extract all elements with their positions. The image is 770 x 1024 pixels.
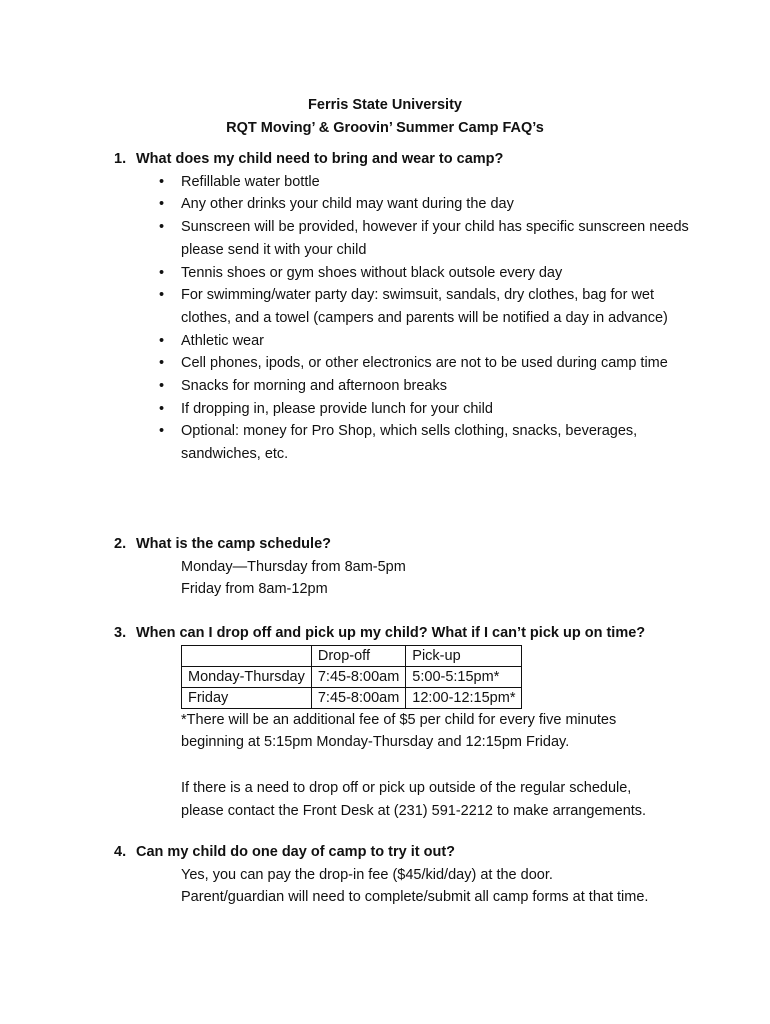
faq-question-1 [114,148,714,466]
question-number: 3. [114,625,127,641]
table-row [182,687,522,708]
question-heading [114,622,714,645]
table-cell: Drop-off [311,645,405,666]
table-row [182,666,522,687]
question-heading [114,148,714,171]
faq-question-2 [114,533,714,601]
table-cell: Pick-up [406,645,522,666]
bullet-icon: • [159,355,165,372]
bullet-icon: • [159,378,165,395]
table-cell: 5:00-5:15pm* [406,666,522,687]
question-heading [114,533,714,556]
late-fee-note-1: *There will be an additional fee of $5 per child for every five minutes [181,711,617,728]
pickup-schedule-table [181,645,522,709]
table-header-row [182,645,522,666]
question-text: What does my child need to bring and wear to camp? [136,151,504,167]
question-text: When can I drop off and pick up my child? What if I can’t pick up on time? [136,625,646,641]
list-item: • Cell phones, ipods, or other electronics are not to be used during camp time [181,352,701,375]
title-university: Ferris State University [308,97,462,113]
bullet-icon: • [159,423,165,440]
question-number: 4. [114,844,127,860]
contact-note-1: If there is a need to drop off or pick up outside of the regular schedule, [181,779,632,796]
bring-list [114,171,701,466]
bullet-icon: • [159,400,165,417]
title-camp-faq: RQT Moving’ & Groovin’ Summer Camp FAQ’s [226,119,544,136]
list-item: • Optional: money for Pro Shop, which sells clothing, snacks, beverages, sandwiches, etc. [181,420,701,465]
table-cell [182,645,312,666]
schedule-weekdays: Monday—Thursday from 8am-5pm [181,558,406,575]
bullet-icon: • [159,287,165,304]
bullet-icon: • [159,332,165,349]
list-item: • Athletic wear [181,330,701,353]
drop-in-fee-note: Yes, you can pay the drop-in fee ($45/kid/day) at the door. [181,866,553,883]
list-item: • Sunscreen will be provided, however if your child has specific sunscreen needs please send it with your child [181,216,701,261]
table-cell: Monday-Thursday [182,666,312,687]
faq-question-4 [114,841,714,909]
list-item: • Any other drinks your child may want during the day [181,193,701,216]
bullet-icon: • [159,173,165,190]
bullet-icon: • [159,264,165,281]
table-cell: 12:00-12:15pm* [406,687,522,708]
table-cell: 7:45-8:00am [311,687,405,708]
document-title [0,94,770,139]
list-item: • Refillable water bottle [181,171,701,194]
list-item: • Tennis shoes or gym shoes without black outsole every day [181,262,701,285]
list-item: • Snacks for morning and afternoon breaks [181,375,701,398]
question-text: Can my child do one day of camp to try it out? [136,844,456,860]
bullet-icon: • [159,196,165,213]
question-number: 1. [114,151,127,167]
faq-question-3 [114,622,714,822]
bullet-icon: • [159,219,165,236]
late-fee-note-2: beginning at 5:15pm Monday-Thursday and 12:15pm Friday. [181,734,570,751]
table-cell: Friday [182,687,312,708]
schedule-friday: Friday from 8am-12pm [181,581,328,598]
question-text: What is the camp schedule? [136,536,331,552]
table-cell: 7:45-8:00am [311,666,405,687]
list-item: • For swimming/water party day: swimsuit, sandals, dry clothes, bag for wet clothes, and a towel (campers and parents will be notified a day in advance) [181,284,701,329]
contact-note-2: please contact the Front Desk at (231) 591-2212 to make arrangements. [181,802,647,819]
list-item: • If dropping in, please provide lunch for your child [181,398,701,421]
question-heading [114,841,714,864]
question-number: 2. [114,536,127,552]
forms-note: Parent/guardian will need to complete/submit all camp forms at that time. [181,889,649,906]
